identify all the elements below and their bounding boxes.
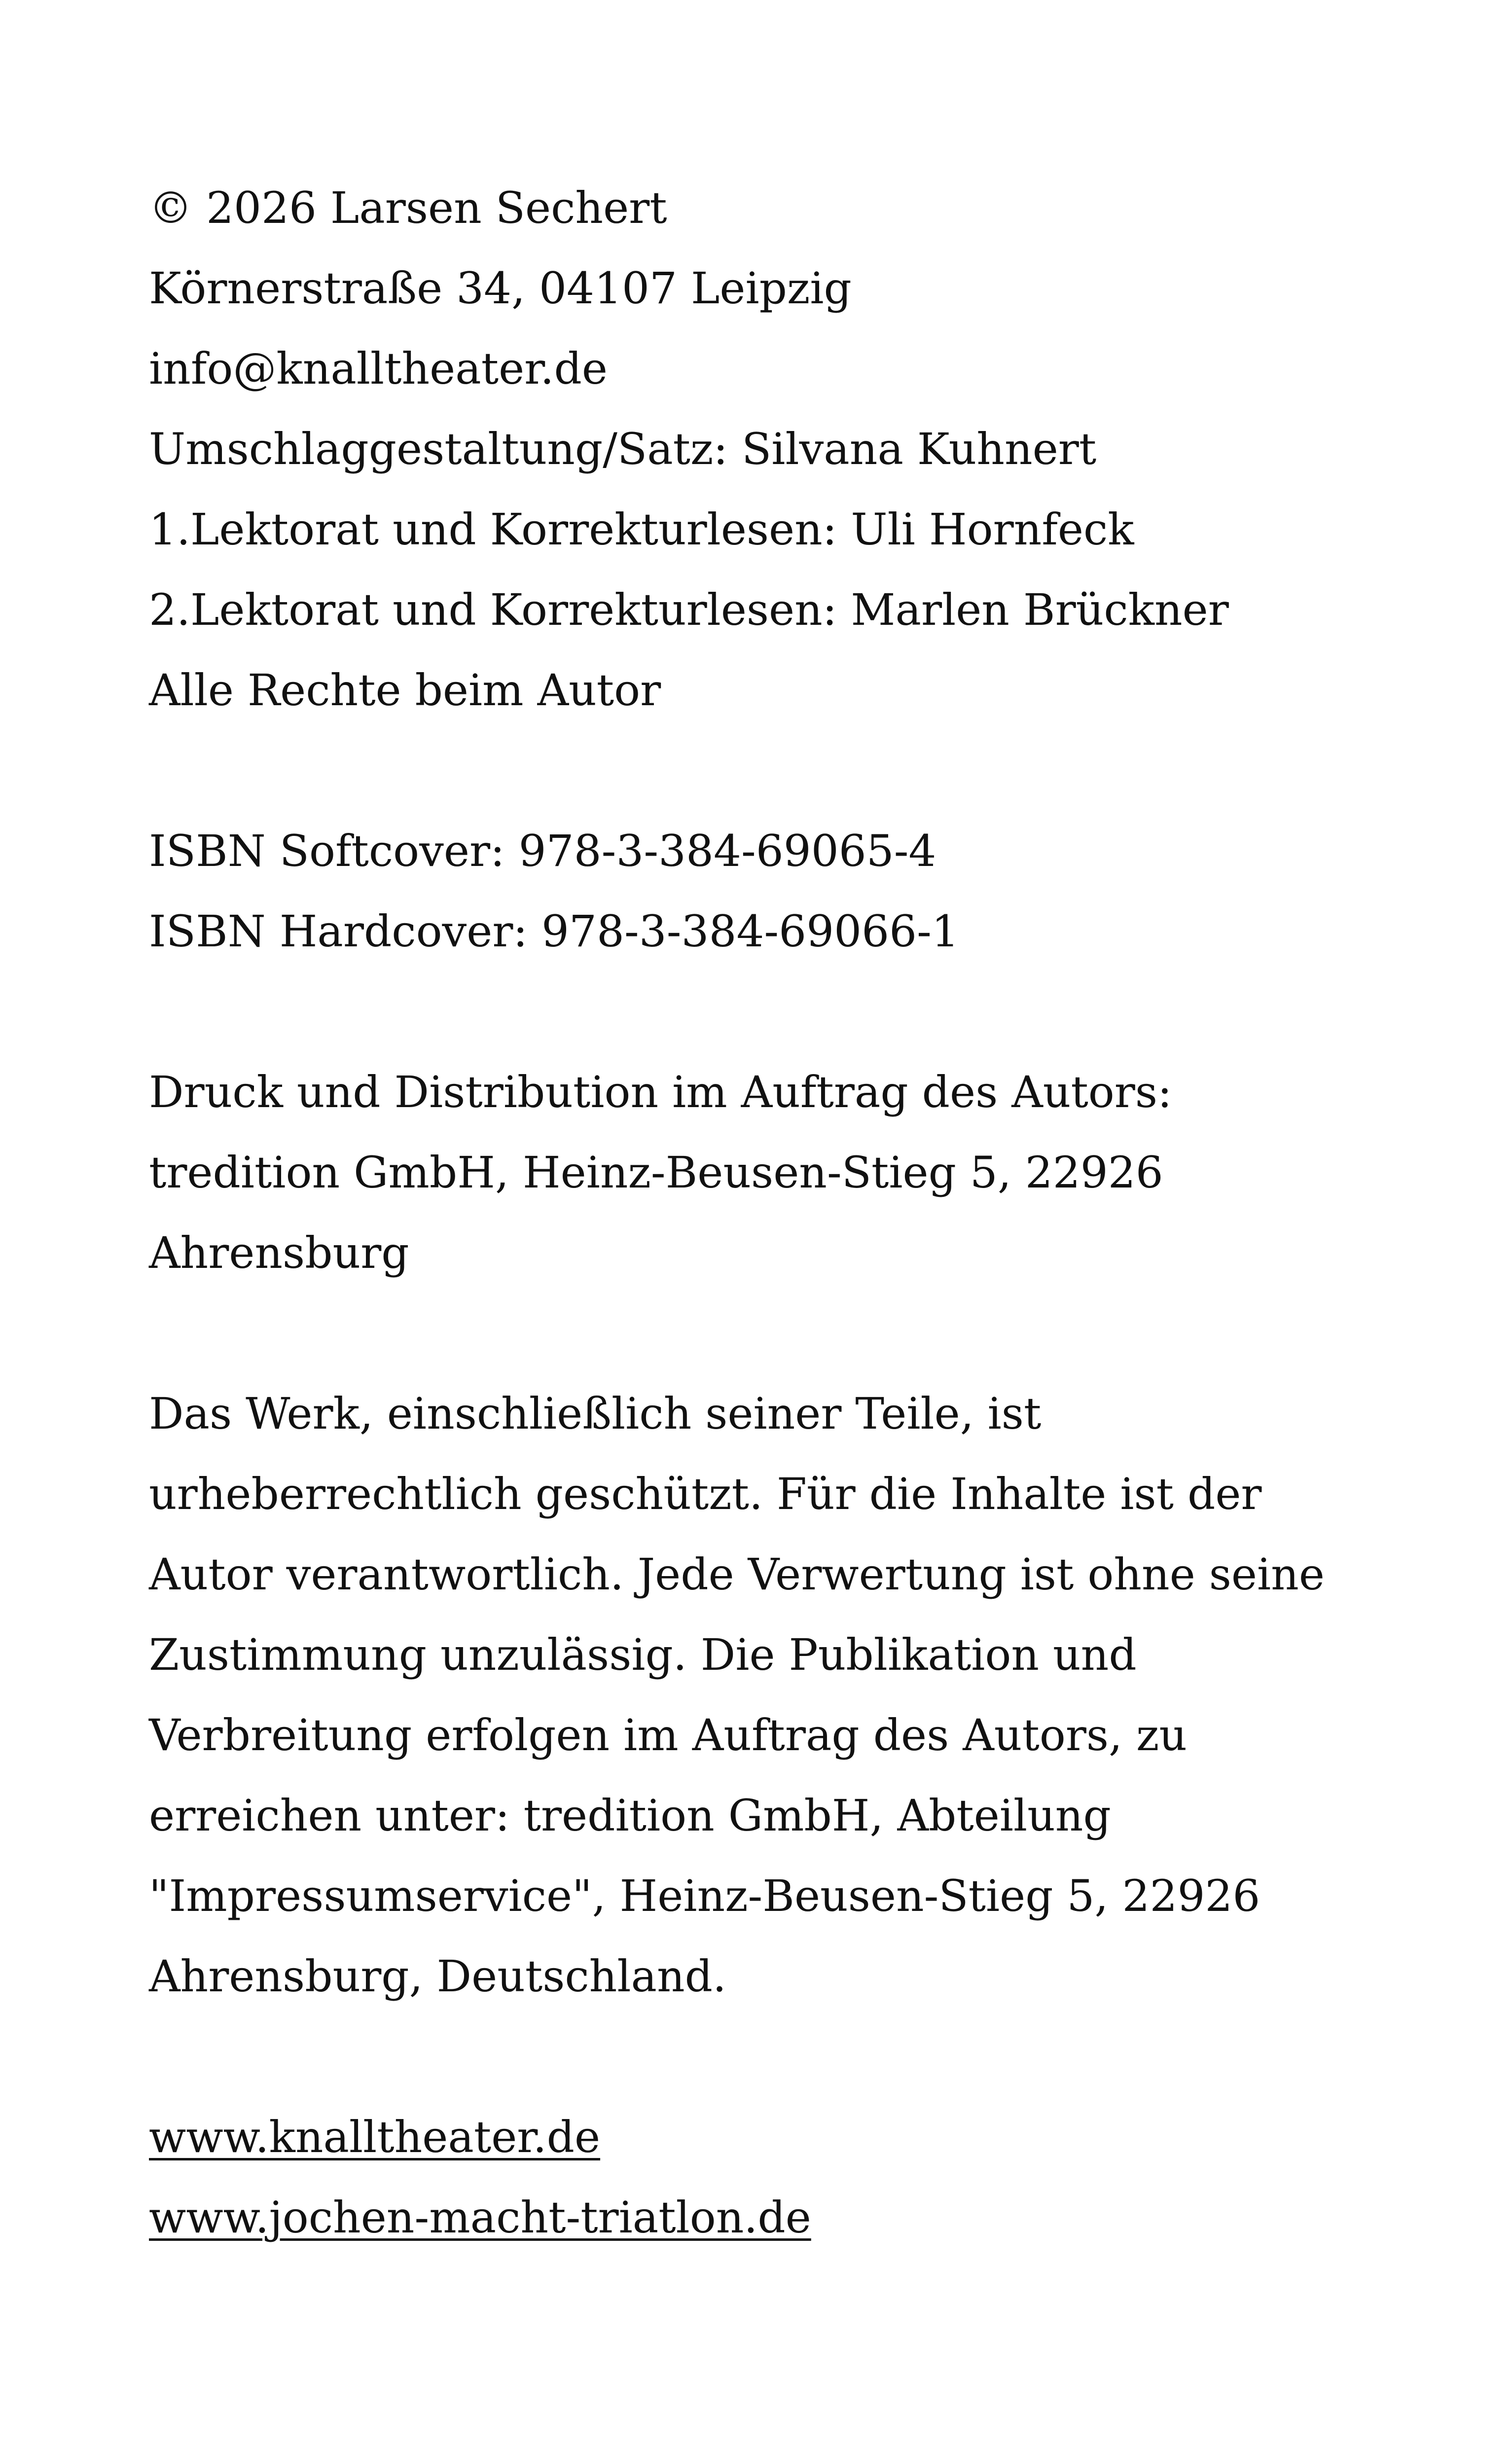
rights-line: Alle Rechte beim Autor — [149, 665, 661, 716]
first-editor-credit: 1.Lektorat und Korrekturlesen: Uli Hornfeck — [149, 504, 1134, 555]
print-line: tredition GmbH, Heinz-Beusen-Stieg 5, 22926 — [149, 1147, 1163, 1198]
imprint-text — [149, 168, 1382, 2258]
legal-line: "Impressumservice", Heinz-Beusen-Stieg 5, 22926 — [149, 1870, 1260, 1921]
jochen-macht-triatlon-link[interactable]: www.jochen-macht-triatlon.de — [149, 2192, 811, 2243]
isbn-softcover: ISBN Softcover: 978-3-384-69065-4 — [149, 826, 936, 876]
legal-line: Das Werk, einschließlich seiner Teile, ist — [149, 1388, 1042, 1439]
legal-line: Ahrensburg, Deutschland. — [149, 1951, 726, 2002]
legal-line: Verbreitung erfolgen im Auftrag des Autors, zu — [149, 1710, 1188, 1761]
print-distribution-block — [149, 1052, 1382, 1293]
isbn-block — [149, 811, 1382, 971]
spacer — [149, 971, 1382, 1052]
legal-line: urheberrechtlich geschützt. Für die Inhalte ist der — [149, 1469, 1262, 1519]
spacer — [149, 730, 1382, 811]
second-editor-credit: 2.Lektorat und Korrekturlesen: Marlen Brückner — [149, 584, 1229, 635]
links-block — [149, 2097, 1382, 2258]
spacer — [149, 1293, 1382, 1373]
legal-line: erreichen unter: tredition GmbH, Abteilung — [149, 1790, 1111, 1841]
spacer — [149, 2016, 1382, 2097]
copyright-block — [149, 168, 1382, 730]
isbn-hardcover: ISBN Hardcover: 978-3-384-69066-1 — [149, 906, 959, 957]
print-line: Ahrensburg — [149, 1227, 409, 1278]
legal-notice-block — [149, 1373, 1382, 2016]
cover-design-credit: Umschlaggestaltung/Satz: Silvana Kuhnert — [149, 424, 1097, 474]
print-line: Druck und Distribution im Auftrag des Autors: — [149, 1067, 1172, 1117]
legal-line: Zustimmung unzulässig. Die Publikation und — [149, 1629, 1137, 1680]
legal-line: Autor verantwortlich. Jede Verwertung ist ohne seine — [149, 1549, 1325, 1600]
copyright-line: © 2026 Larsen Sechert — [149, 182, 667, 233]
address-line: Körnerstraße 34, 04107 Leipzig — [149, 263, 852, 314]
email-line: info@knalltheater.de — [149, 343, 608, 394]
knalltheater-link[interactable]: www.knalltheater.de — [149, 2112, 601, 2162]
